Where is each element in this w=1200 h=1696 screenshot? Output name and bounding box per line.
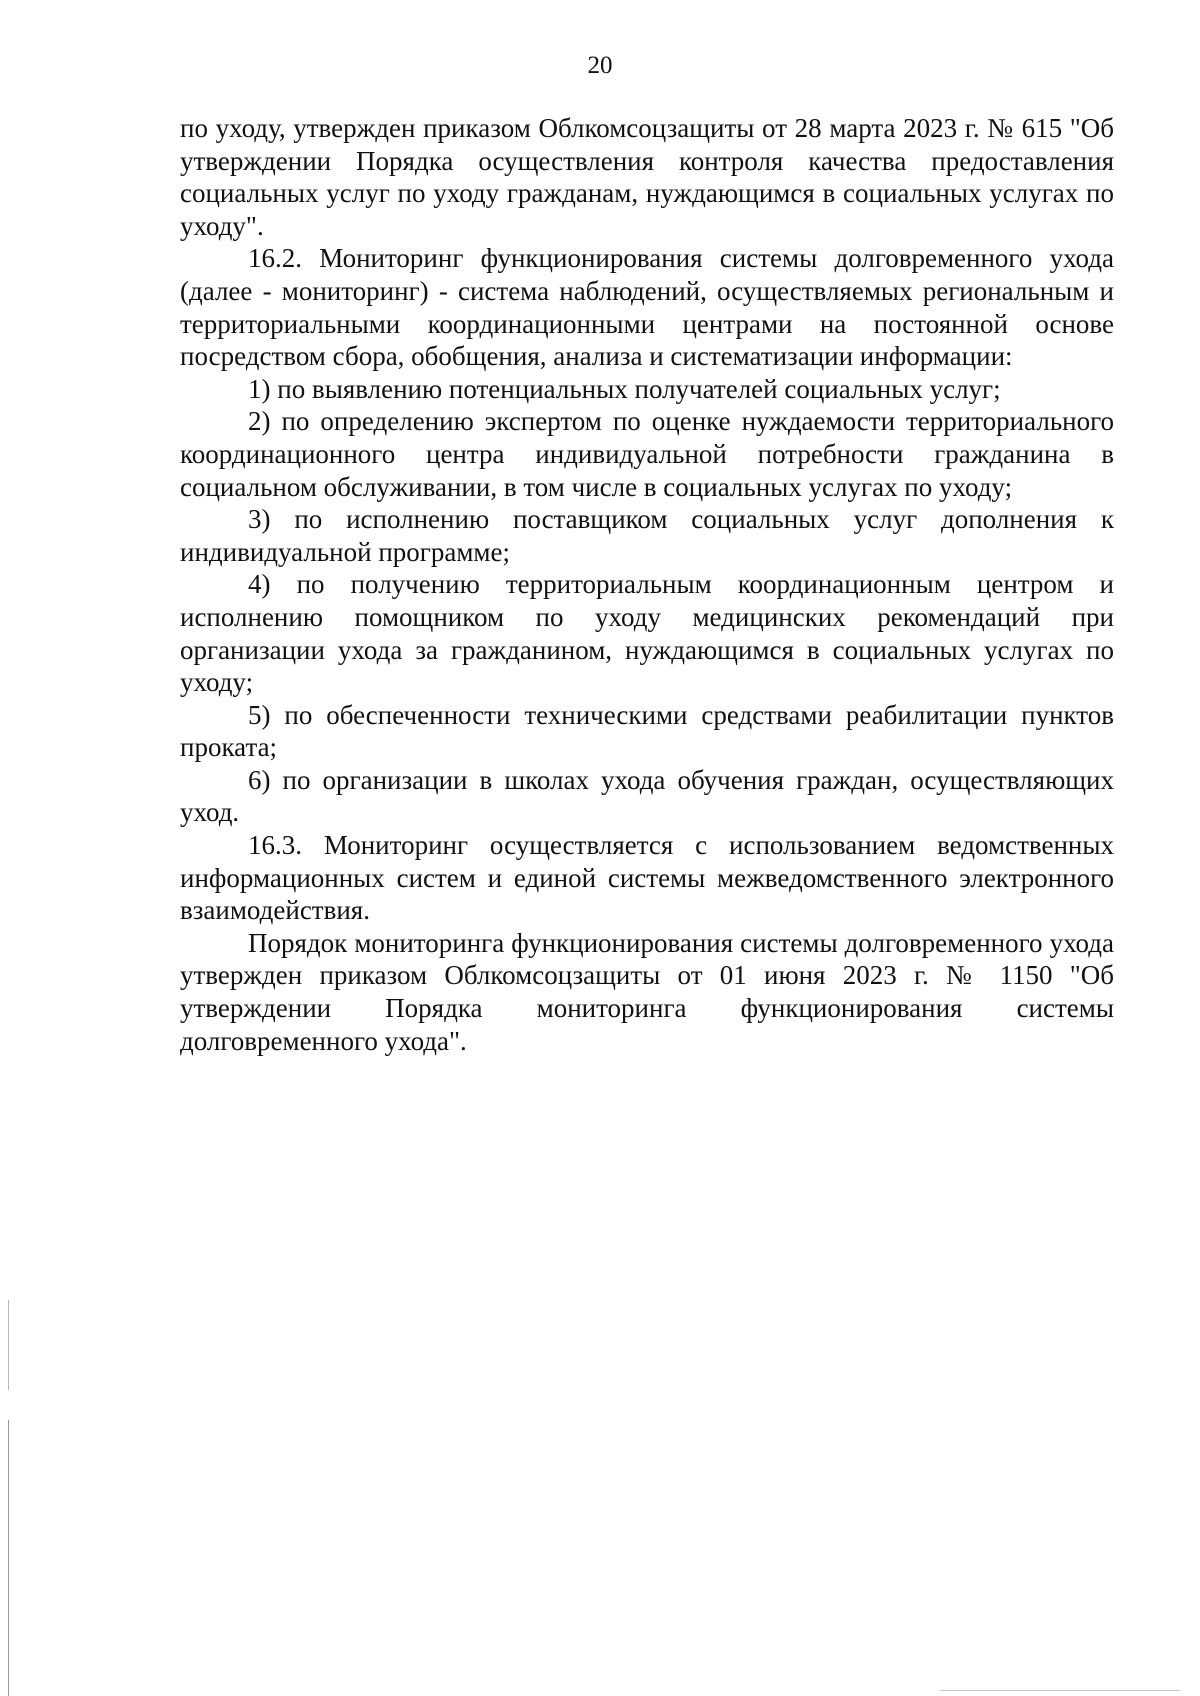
list-item-6: 6) по организации в школах ухода обучения граждан, осуществляющих уход. [180,764,1114,828]
paragraph-procedure: Порядок мониторинга функционирования системы долговременного ухода утвержден приказом Облкомсоцзащиты от 01 июня 2023 г. № 1150 "Об утверждении Порядка мониторинга функционирования системы долговременного ухода". [180,927,1114,1056]
scan-edge-line [8,1420,9,1696]
scan-edge-line [940,1690,1180,1691]
scan-edge-line [8,1300,9,1390]
list-item-2: 2) по определению экспертом по оценке нуждаемости территориального координационного центра индивидуальной потребности гражданина в социальном обслуживании, в том числе в социальных услугах по уходу; [180,406,1114,502]
paragraph-continuation: по уходу, утвержден приказом Облкомсоцзащиты от 28 марта 2023 г. № 615 "Об утверждении Порядка осуществления контроля качества предоставления социальных услуг по уходу гражданам, нуждающимся в социальных услугах по уходу". [180,113,1114,241]
list-item-4: 4) по получению территориальным координационным центром и исполнению помощником по уходу медицинских рекомендаций при организации ухода за гражданином, нуждающимся в социальных услугах по уходу; [180,569,1114,698]
paragraph-16-2: 16.2. Мониторинг функционирования системы долговременного ухода (далее - мониторинг) - система наблюдений, осуществляемых региональным и территориальными координационными центрами на постоянной основе посредством сбора, обобщения, анализа и систематизации информации: [180,243,1114,372]
paragraph-16-3: 16.3. Мониторинг осуществляется с использованием ведомственных информационных систем и единой системы межведомственного электронного взаимодействия. [180,830,1114,926]
document-body [180,112,1114,1057]
list-item-3: 3) по исполнению поставщиком социальных услуг дополнения к индивидуальной программе; [180,504,1114,567]
page-number: 20 [587,52,613,79]
list-item-5: 5) по обеспеченности техническими средствами реабилитации пунктов проката; [180,699,1114,763]
list-item-1: 1) по выявлению потенциальных получателей социальных услуг; [248,373,1001,404]
